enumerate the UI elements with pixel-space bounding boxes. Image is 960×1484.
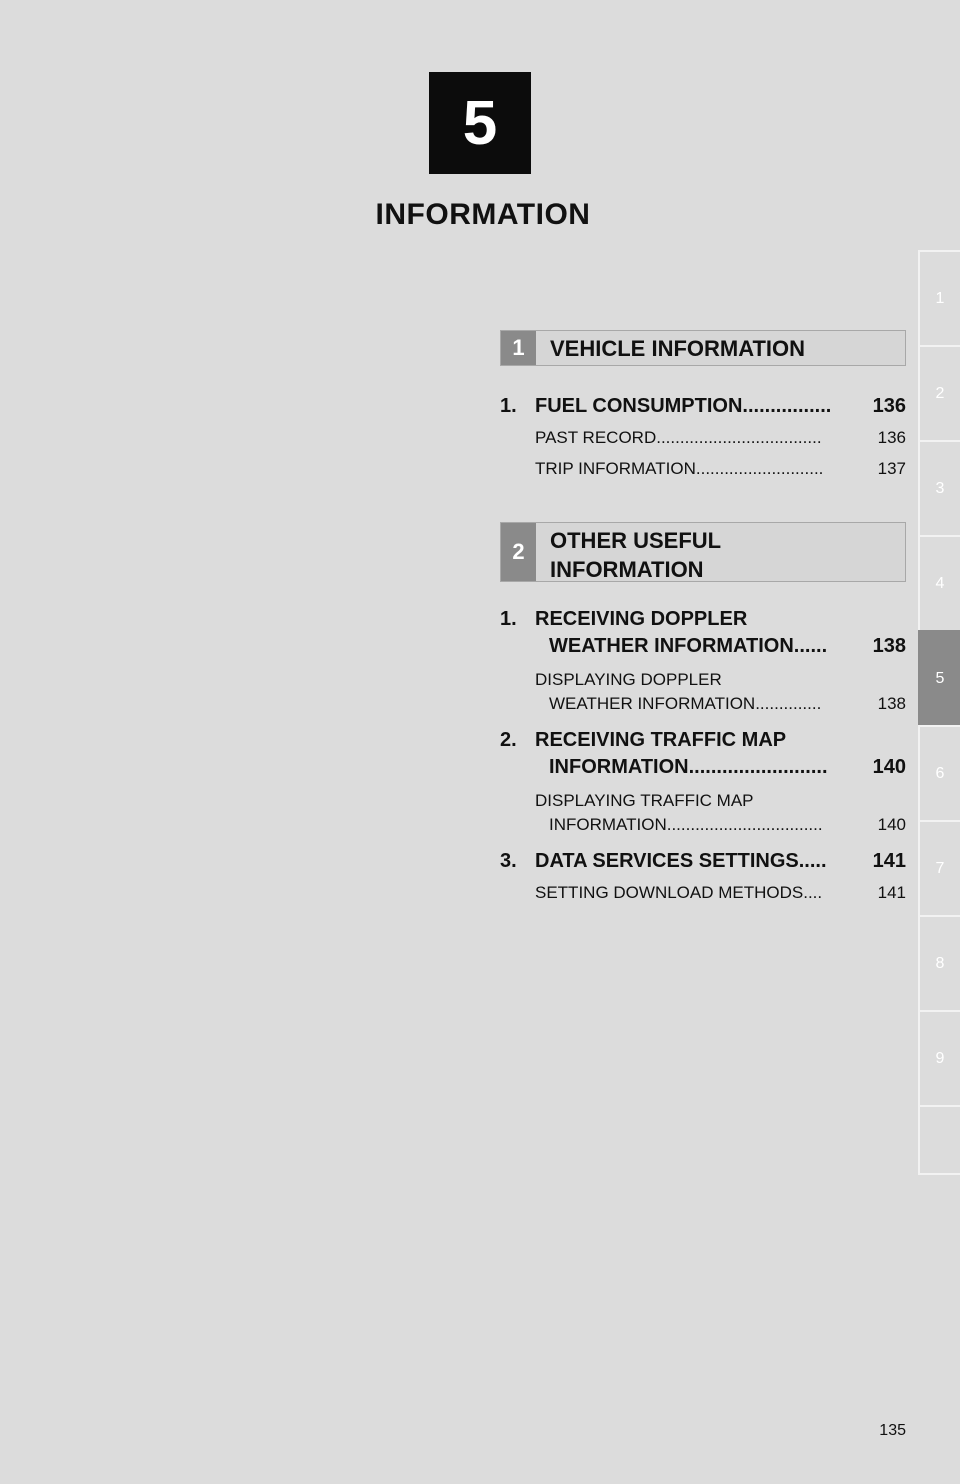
chapter-tab-4[interactable]: 4 [918, 535, 960, 630]
subentry-title: DISPLAYING DOPPLER [535, 670, 722, 689]
chapter-tabs [918, 250, 960, 1175]
toc-entry[interactable] [500, 393, 906, 420]
chapter-title: INFORMATION [375, 198, 591, 231]
subentry-title: DISPLAYING TRAFFIC MAP [535, 791, 754, 810]
section-number: 1 [501, 331, 536, 365]
chapter-tab-7[interactable]: 7 [918, 820, 960, 915]
subentry-page: 136 [877, 428, 906, 447]
leader-dots: ................ [742, 395, 832, 417]
entry-title: RECEIVING TRAFFIC MAP [535, 729, 787, 751]
toc-subentry[interactable] [535, 789, 906, 837]
subentry-page: 140 [877, 815, 906, 834]
subentry-title-cont: INFORMATION [549, 815, 667, 834]
table-of-contents [500, 330, 906, 905]
section-number: 2 [501, 523, 536, 581]
entry-page: 140 [872, 756, 906, 778]
entry-title: FUEL CONSUMPTION [535, 395, 743, 417]
entry-page: 136 [872, 395, 906, 417]
section-header-2 [500, 522, 906, 582]
toc-subentry[interactable] [535, 426, 906, 450]
entry-page: 138 [872, 635, 906, 657]
toc-entry[interactable] [500, 606, 906, 660]
section-title: OTHER USEFUL INFORMATION [550, 528, 722, 582]
entry-number: 1. [500, 395, 517, 417]
leader-dots: ................................. [666, 815, 823, 834]
subentry-title: TRIP INFORMATION [535, 459, 696, 478]
chapter-tab-9[interactable]: 9 [918, 1010, 960, 1105]
subentry-title: PAST RECORD [535, 428, 657, 447]
chapter-tab-3[interactable]: 3 [918, 440, 960, 535]
chapter-number-box [429, 72, 531, 174]
leader-dots: ..... [798, 850, 827, 872]
entry-title-cont: WEATHER INFORMATION [549, 635, 794, 657]
leader-dots: ................................... [656, 428, 822, 447]
subentry-title: SETTING DOWNLOAD METHODS [535, 883, 804, 902]
toc-entry[interactable] [500, 848, 906, 875]
leader-dots: .... [803, 883, 823, 902]
subentry-page: 137 [877, 459, 906, 478]
entry-number: 1. [500, 608, 517, 630]
subentry-page: 138 [877, 694, 906, 713]
toc-subentry[interactable] [535, 668, 906, 716]
page-number: 135 [879, 1422, 906, 1439]
leader-dots: ......................... [688, 756, 828, 778]
entry-title: RECEIVING DOPPLER [535, 608, 748, 630]
section-title: VEHICLE INFORMATION [550, 336, 806, 361]
chapter-number: 5 [462, 88, 498, 158]
toc-subentry[interactable] [535, 881, 906, 905]
toc-entry[interactable] [500, 727, 906, 781]
chapter-tab-6[interactable]: 6 [918, 725, 960, 820]
toc-subentry[interactable] [535, 457, 906, 481]
leader-dots: ...... [793, 635, 828, 657]
leader-dots: ........................... [695, 459, 824, 478]
subentry-page: 141 [877, 883, 906, 902]
chapter-tab-10[interactable] [918, 1105, 960, 1175]
entry-page: 141 [872, 850, 906, 872]
entry-title: DATA SERVICES SETTINGS [535, 850, 799, 872]
section-header-1 [500, 330, 906, 366]
chapter-tab-8[interactable]: 8 [918, 915, 960, 1010]
entry-number: 3. [500, 850, 517, 872]
chapter-tab-1[interactable]: 1 [918, 250, 960, 345]
leader-dots: .............. [755, 694, 822, 713]
chapter-tab-5[interactable]: 5 [918, 630, 960, 725]
chapter-tab-2[interactable]: 2 [918, 345, 960, 440]
entry-title-cont: INFORMATION [549, 756, 689, 778]
entry-number: 2. [500, 729, 517, 751]
subentry-title-cont: WEATHER INFORMATION [549, 694, 756, 713]
